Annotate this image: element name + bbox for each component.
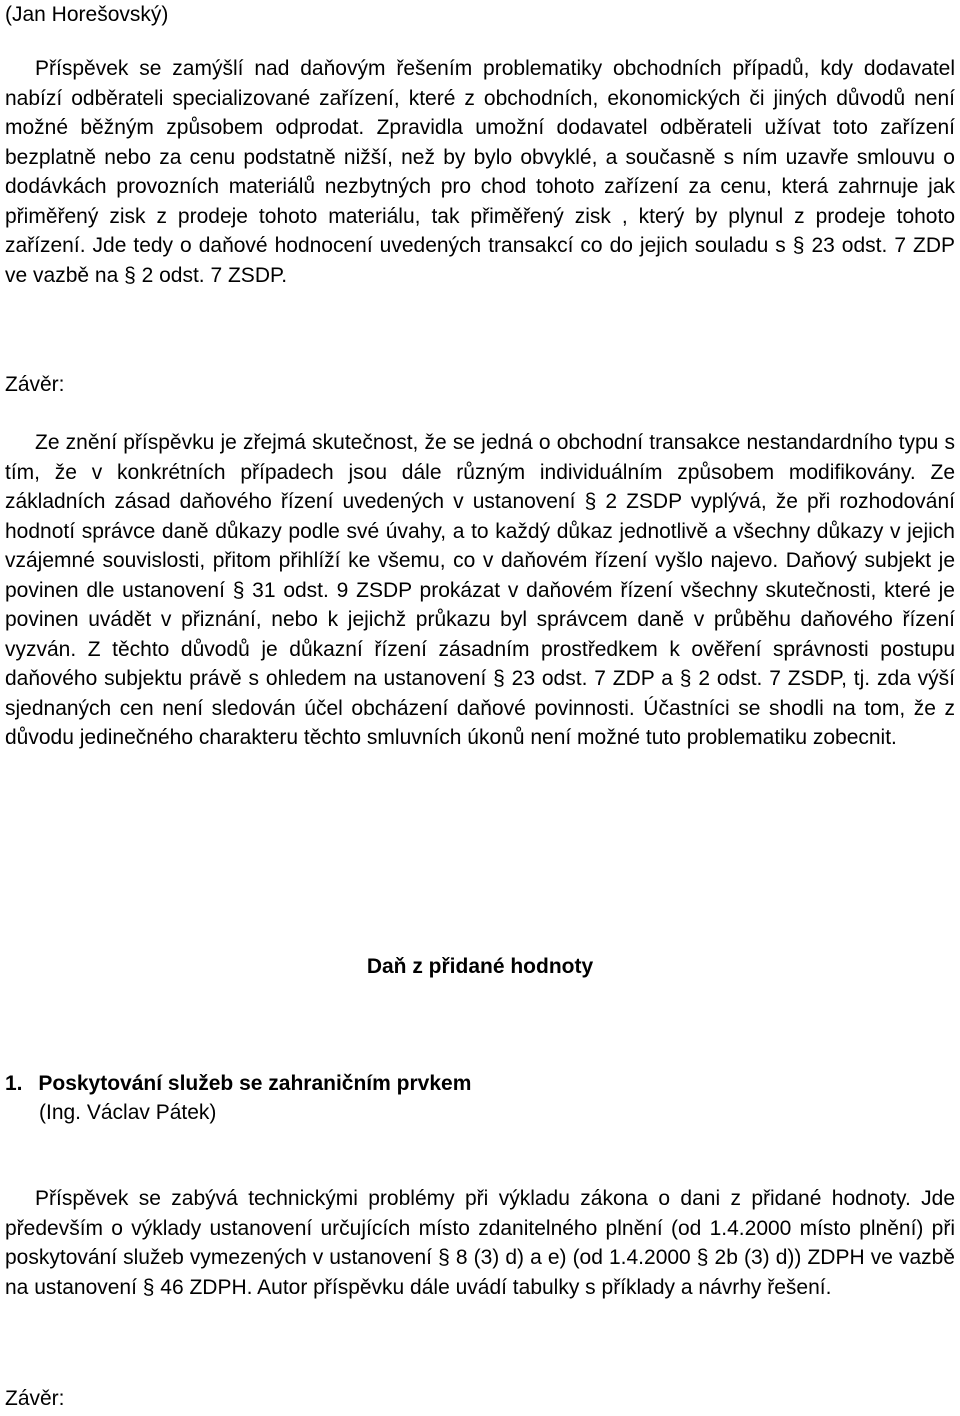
- author-line: (Jan Horešovský): [5, 3, 169, 26]
- conclusion-paragraph: Ze znění příspěvku je zřejmá skutečnost, že se jedná o obchodní transakce nestandardního typu s tím, že v konkrétních případech jsou dále různým individuálním způsobem modifikovány. Ze základních zásad daňového řízení uvedených v ustanovení § 2 ZSDP vyplývá, že při rozhodování hodnotí správce daně důkazy podle své úvahy, a to každý důkaz jednotlivě a všechny důkazy v jejich vzájemné souvislosti, přitom přihlíží ke všemu, co v daňovém řízení vyšlo najevo. Daňový subjekt je povinen dle ustanovení § 31 odst. 9 ZSDP prokázat v daňovém řízení všechny skutečnosti, které je povinen uvádět v přiznání, nebo k jejichž průkazu byl správcem daně v průběhu daňového řízení vyzván. Z těchto důvodů je důkazní řízení zásadním prostředkem k ověření správnosti postupu daňového subjektu právě s ohledem na ustanovení § 23 odst. 7 ZDP a § 2 odst. 7 ZSDP, tj. zda výší sjednaných cen není sledován účel obcházení daňové povinnosti. Účastníci se shodli na tom, že z důvodu jedinečného charakteru těchto smluvních úkonů není možné tuto problematiku zobecnit.: [5, 431, 955, 749]
- paragraph-summary-2: Příspěvek se zabývá technickými problémy při výkladu zákona o dani z přidané hodnoty. Jde především o výklady ustanovení určujících místo zdanitelného plnění (od 1.4.2000 místo plnění) při poskytování služeb vymezených v ustanovení § 8 (3) d) a e) (od 1.4.2000 § 2b (3) d)) ZDPH ve vazbě na ustanovení § 46 ZDPH. Autor příspěvku dále uvádí tabulky s příklady a návrhy řešení.: [5, 1187, 955, 1299]
- section-title: Daň z přidané hodnoty: [366, 955, 594, 978]
- conclusion-label: Závěr:: [5, 373, 65, 396]
- paragraph-summary: Příspěvek se zamýšlí nad daňovým řešením problematiky obchodních případů, kdy dodavatel nabízí odběrateli specializované zařízení, které z obchodních, ekonomických či jiných důvodů není možné běžným způsobem odprodat. Zpravidla umožní dodavatel odběrateli užívat toto zařízení bezplatně nebo za cenu podstatně nižší, než by bylo obvyklé, a současně s ním uzavře smlouvu o dodávkách provozních materiálů nezbytných pro chod tohoto zařízení za cenu, která zahrnuje jak přiměřený zisk z prodeje tohoto materiálu, tak přiměřený zisk , který by plynul z prodeje tohoto zařízení. Jde tedy o daňové hodnocení uvedených transakcí co do jejich souladu s § 23 odst. 7 ZDP ve vazbě na § 2 odst. 7 ZSDP.: [5, 57, 955, 287]
- item-title: Poskytování služeb se zahraničním prvkem: [38, 1072, 472, 1095]
- item-author: (Ing. Václav Pátek): [39, 1101, 217, 1124]
- conclusion-label-2: Závěr:: [5, 1387, 65, 1410]
- item-heading: [5, 1069, 955, 1099]
- item-number: 1.: [5, 1072, 23, 1095]
